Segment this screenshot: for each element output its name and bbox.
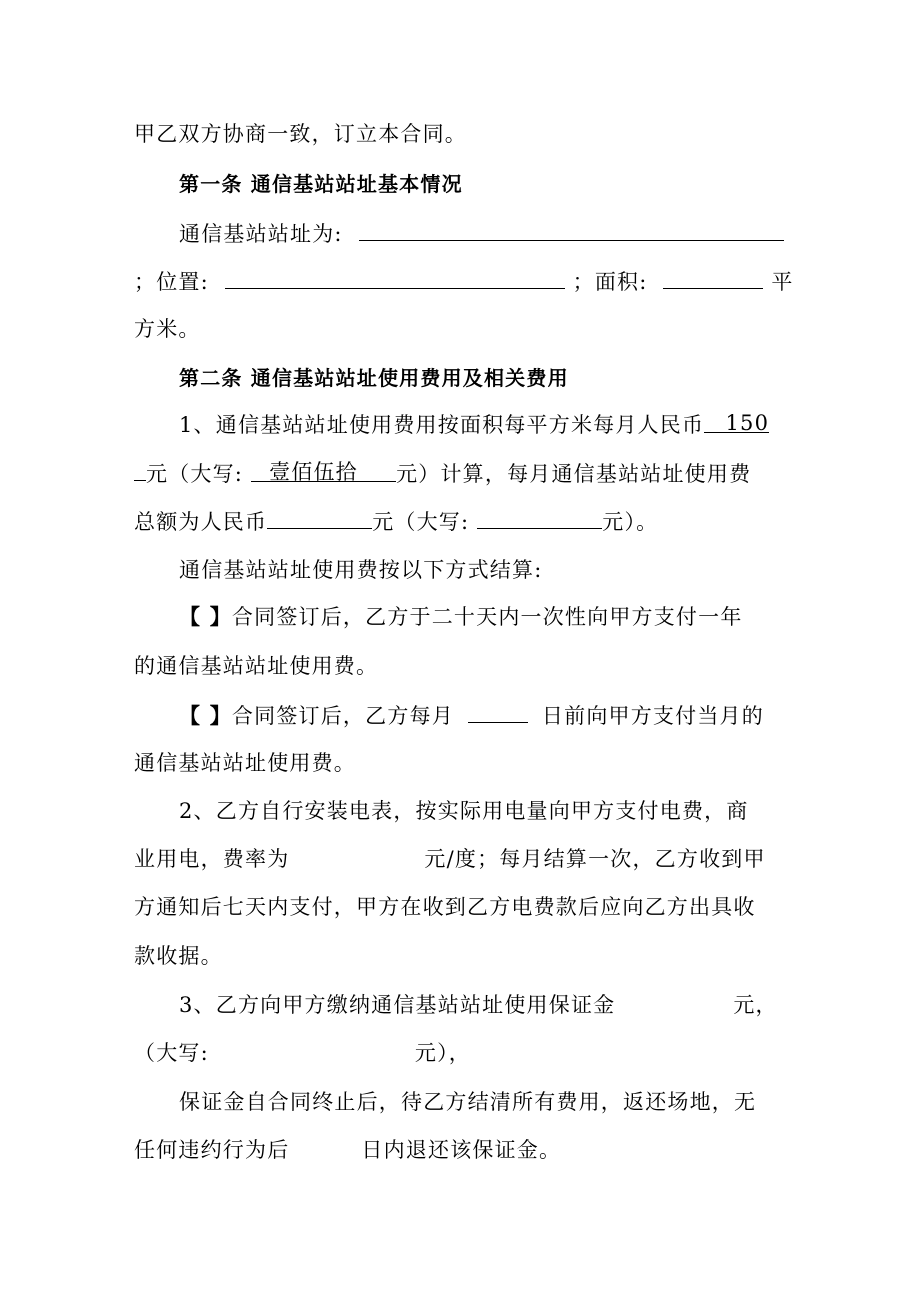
- option-2-text-b: 日前向甲方支付当月的: [541, 704, 764, 728]
- rate-words: 壹佰伍拾: [269, 460, 358, 484]
- total-daxie-label: 元（大写:: [372, 510, 470, 534]
- clause-1-text: 1、通信基站站址使用费用按面积每平方米每月人民币: [179, 413, 705, 437]
- option-1-text: 合同签订后，乙方于二十天内一次性向甲方支付一年: [231, 605, 743, 629]
- clause-1-daxie-label: 元（大写:: [146, 462, 244, 486]
- total-label: 总额为人民币: [134, 510, 268, 534]
- option-2-line-1: [179, 700, 764, 731]
- clause-2-line-1: 2、乙方自行安装电表，按实际用电量向甲方支付电费，商: [179, 799, 749, 823]
- site-label: 通信基站站址为:: [179, 222, 343, 246]
- deposit-label: 3、乙方向甲方缴纳通信基站站址使用保证金: [179, 993, 616, 1017]
- total-blank: [267, 506, 372, 529]
- option-2-checkbox[interactable]: 【 】: [179, 703, 232, 728]
- area-blank: [663, 266, 763, 289]
- article-1-title: 第一条 通信基站站址基本情况: [179, 172, 463, 196]
- electricity-rate-label: 业用电，费率为: [134, 847, 290, 871]
- total-end: 元）。: [602, 510, 659, 534]
- refund-text: 日内退还该保证金。: [361, 1138, 562, 1162]
- option-1-line-2: 的通信基站站址使用费。: [134, 654, 379, 678]
- rate-value-blank: [704, 410, 769, 433]
- refund-label: 任何违约行为后: [134, 1138, 290, 1162]
- article-2-title: 第二条 通信基站站址使用费用及相关费用: [179, 366, 569, 390]
- clause-2-line-4: 款收据。: [134, 944, 223, 968]
- deposit-return-line-2: [134, 1135, 561, 1165]
- settlement-intro: 通信基站站址使用费按以下方式结算:: [179, 558, 543, 582]
- option-2-line-2: 通信基站站址使用费。: [134, 751, 356, 775]
- area-unit-1: 平: [771, 270, 794, 294]
- area-unit-line: 方米。: [134, 317, 201, 341]
- clause-2-line-2: [134, 844, 766, 874]
- clause-1-line-3: [134, 506, 658, 537]
- deposit-daxie-end: 元），: [414, 1041, 471, 1065]
- position-blank: [225, 266, 565, 289]
- clause-1-calc-text: 元）计算，每月通信基站站址使用费: [396, 462, 752, 486]
- deposit-unit: 元，: [733, 993, 778, 1017]
- position-area-line: [134, 266, 794, 297]
- clause-1-line-1: [179, 410, 769, 440]
- option-2-text: 合同签订后，乙方每月: [231, 704, 454, 728]
- area-label: ；面积:: [572, 270, 648, 294]
- electricity-rate-text: 元/度；每月结算一次，乙方收到甲: [424, 847, 766, 871]
- rate-value: 150: [725, 411, 770, 435]
- deposit-daxie-label: （大写:: [134, 1041, 209, 1065]
- intro-line: 甲乙双方协商一致，订立本合同。: [134, 122, 467, 146]
- site-blank: [359, 218, 784, 241]
- clause-3-line-2: [134, 1038, 471, 1068]
- clause-1-line-2: [134, 458, 751, 489]
- rate-tail-blank: [134, 458, 146, 481]
- pay-day-blank: [468, 700, 528, 723]
- deposit-return-line-1: 保证金自合同终止后，待乙方结清所有费用，返还场地，无: [179, 1090, 757, 1114]
- option-1-line-1: [179, 602, 743, 632]
- position-label: ；位置:: [134, 270, 209, 294]
- clause-2-line-3: 方通知后七天内支付，甲方在收到乙方电费款后应向乙方出具收: [134, 895, 756, 919]
- rate-words-blank: [251, 459, 396, 482]
- total-words-blank: [477, 506, 602, 529]
- clause-3-line-1: [179, 990, 778, 1020]
- site-line: [179, 218, 784, 249]
- option-1-checkbox[interactable]: 【 】: [179, 604, 232, 629]
